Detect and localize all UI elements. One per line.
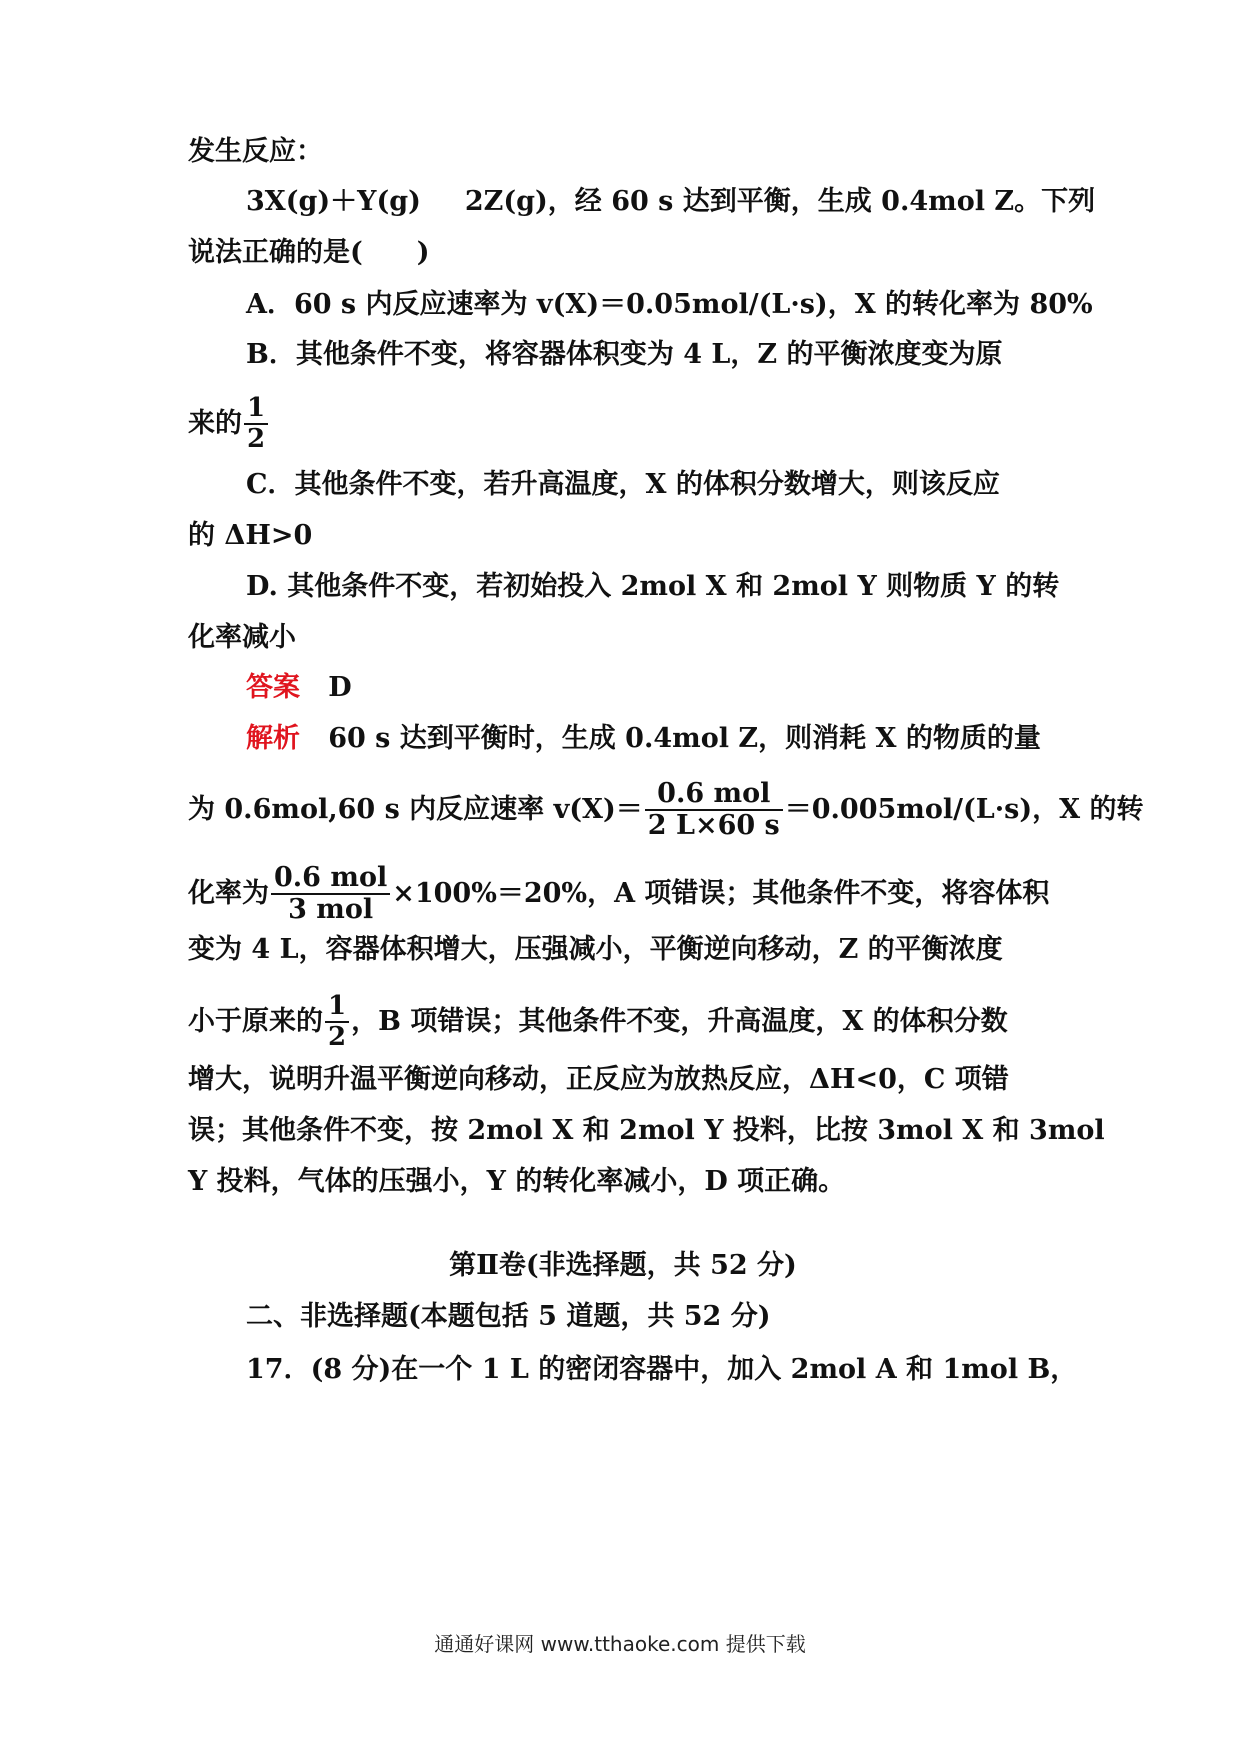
option-b-text: 来的 xyxy=(188,407,242,439)
option-b-line1: B．其他条件不变，将容器体积变为 4 L，Z 的平衡浓度变为原 xyxy=(246,339,1003,370)
analysis-line7: 误；其他条件不变，按 2mol X 和 2mol Y 投料，比按 3mol X 和 3mol xyxy=(188,1115,1105,1146)
analysis-line5 xyxy=(188,993,1058,1052)
fraction-numerator: 1 xyxy=(244,395,268,425)
option-c-line1: C．其他条件不变，若升高温度，X 的体积分数增大，则该反应 xyxy=(246,469,1000,500)
fraction-denominator: 2 xyxy=(328,1022,347,1053)
option-b-line2 xyxy=(188,395,1058,454)
option-a: A．60 s 内反应速率为 v(X)＝0.05mol/(L·s)，X 的转化率为 80% xyxy=(246,289,1093,320)
analysis-text: 为 0.6mol,60 s 内反应速率 v(X)＝ xyxy=(188,793,643,825)
analysis-text: 60 s 达到平衡时，生成 0.4mol Z，则消耗 X 的物质的量 xyxy=(328,723,1041,754)
option-c-line2: 的 ΔH>0 xyxy=(188,520,313,551)
answer-value: D xyxy=(328,672,352,703)
section-title: 第Ⅱ卷(非选择题，共 52 分) xyxy=(449,1250,797,1281)
analysis-label: 解析 xyxy=(246,723,300,754)
fraction-numerator: 0.6 mol xyxy=(271,864,390,895)
analysis-line6: 增大，说明升温平衡逆向移动，正反应为放热反应，ΔH<0，C 项错 xyxy=(188,1064,1009,1095)
option-d-line1: D. 其他条件不变，若初始投入 2mol X 和 2mol Y 则物质 Y 的转 xyxy=(246,571,1060,602)
analysis-line1 xyxy=(246,719,1058,759)
fraction-denominator: 2 xyxy=(247,424,266,455)
fraction-numerator: 1 xyxy=(325,993,349,1023)
analysis-text: ×100%＝20%，A 项错误；其他条件不变，将容体积 xyxy=(392,877,1050,909)
analysis-text: 小于原来的 xyxy=(188,1005,323,1037)
question-17: 17．(8 分)在一个 1 L 的密闭容器中，加入 2mol A 和 1mol B， xyxy=(246,1354,1078,1385)
reaction-equation-line xyxy=(246,182,1096,222)
fraction-half xyxy=(244,395,268,454)
analysis-line3 xyxy=(188,864,1058,925)
answer-line xyxy=(246,668,1116,708)
fraction-numerator: 0.6 mol xyxy=(645,780,783,811)
analysis-line8: Y 投料，气体的压强小，Y 的转化率减小，D 项正确。 xyxy=(188,1166,846,1197)
analysis-text: 化率为 xyxy=(188,877,269,909)
analysis-line4: 变为 4 L，容器体积增大，压强减小，平衡逆向移动，Z 的平衡浓度 xyxy=(188,934,1003,965)
fraction-conversion xyxy=(271,864,390,925)
fraction-half xyxy=(325,993,349,1052)
answer-label: 答案 xyxy=(246,672,300,703)
analysis-text: ，B 项错误；其他条件不变，升高温度，X 的体积分数 xyxy=(351,1005,1008,1037)
option-d-line2: 化率减小 xyxy=(188,622,296,653)
page-footer: 通通好课网 www.tthaoke.com 提供下载 xyxy=(434,1632,806,1656)
text-line: 发生反应： xyxy=(188,136,323,167)
fraction-denominator: 2 L×60 s xyxy=(647,810,780,842)
section-heading: 二、非选择题(本题包括 5 道题，共 52 分) xyxy=(246,1301,771,1332)
text-line: 说法正确的是( ) xyxy=(188,237,430,268)
fraction-rate xyxy=(645,780,783,841)
fraction-denominator: 3 mol xyxy=(288,894,374,926)
reaction-left: 3X(g)＋Y(g) xyxy=(246,186,421,217)
analysis-text: ＝0.005mol/(L·s)，X 的转 xyxy=(784,793,1144,825)
reaction-right: 2Z(g)，经 60 s 达到平衡，生成 0.4mol Z。下列 xyxy=(464,186,1096,217)
analysis-line2 xyxy=(188,778,1144,842)
